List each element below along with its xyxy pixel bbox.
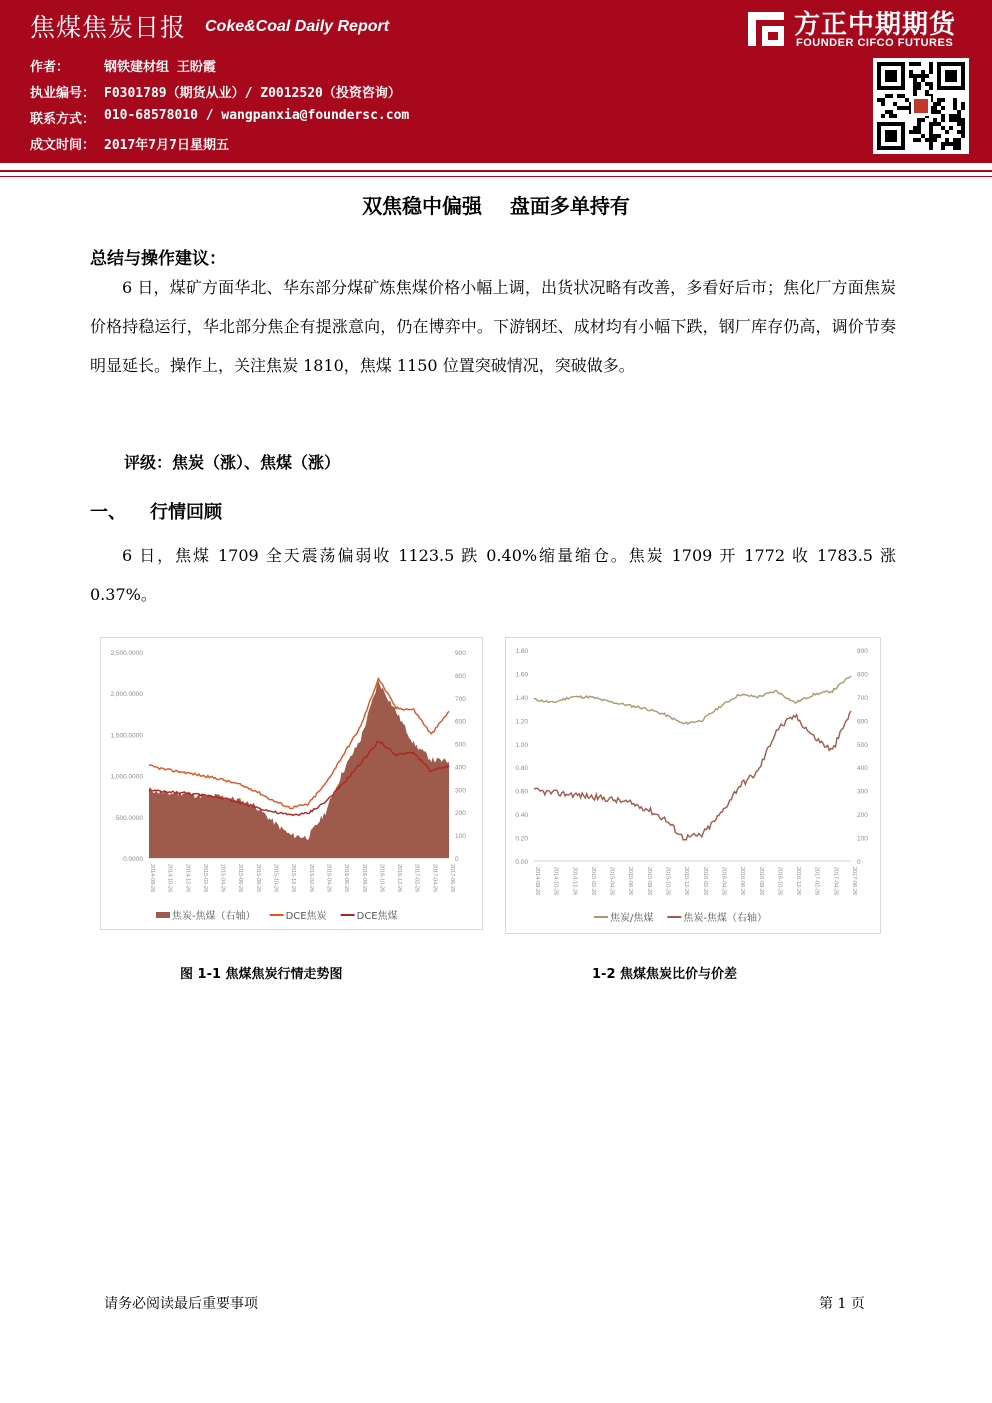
x-tick-label: 2016-04-26 <box>720 867 727 896</box>
summary-paragraph: 6 日，煤矿方面华北、华东部分煤矿炼焦煤价格小幅上调，出货状况略有改善，多看好后市；焦化厂方面焦炭价格持稳运行，华北部分焦企有提涨意向，仍在博弈中。下游钢坯、成材均有小幅下跌，钢厂库存仍高，调价节奏明显延长。操作上，关注焦炭 1810，焦煤 1150 位置突破情况，突破做多。 <box>90 278 896 375</box>
x-tick-label: 2016-02-26 <box>307 864 314 893</box>
report-subtitle: Coke&Coal Daily Report <box>205 18 390 35</box>
license-value: F0301789（期货从业）/ Z0012520（投资咨询） <box>104 86 401 101</box>
x-tick-label: 2014-08-26 <box>149 864 155 893</box>
x-tick-label: 2016-10-26 <box>776 867 783 896</box>
section1-paragraph: 6 日，焦煤 1709 全天震荡偏弱收 1123.5 跌 0.40%缩量缩仓。焦炭 1709 开 1772 收 1783.5 涨 0.37%。 <box>90 546 896 604</box>
x-tick-label: 2017-02-26 <box>413 864 420 893</box>
x-tick-label: 2015-10-26 <box>664 867 671 896</box>
y-left-tick-label: 0.00 <box>515 859 528 866</box>
series-line-1 <box>534 711 851 840</box>
author-row <box>30 56 216 75</box>
y-left-tick-label: 0.0000 <box>123 856 143 863</box>
contact-value: 010-68578010 / wangpanxia@foundersc.com <box>104 108 410 123</box>
report-header <box>0 0 992 163</box>
x-tick-label: 2017-04-26 <box>832 867 839 896</box>
legend-label: 焦炭-焦煤（右轴） <box>683 913 767 924</box>
y-right-tick-label: 500 <box>455 741 466 749</box>
logo-mark-icon <box>744 6 788 50</box>
y-right-tick-label: 200 <box>857 812 868 820</box>
x-tick-label: 2015-10-26 <box>272 864 279 893</box>
y-right-tick-label: 300 <box>455 787 466 795</box>
y-right-tick-label: 500 <box>857 741 868 749</box>
header-rule <box>0 170 992 172</box>
company-logo <box>744 4 974 54</box>
legend-label: 焦炭-焦煤（右轴） <box>172 911 256 922</box>
x-tick-label: 2016-12-26 <box>795 867 802 896</box>
y-left-tick-label: 0.80 <box>515 765 528 773</box>
chart-price-trend <box>100 637 483 930</box>
x-tick-label: 2017-06-26 <box>851 867 857 896</box>
x-tick-label: 2016-10-26 <box>378 864 385 893</box>
y-right-tick-label: 300 <box>857 788 868 796</box>
x-tick-label: 2016-12-26 <box>396 864 403 893</box>
y-left-tick-label: 0.40 <box>515 812 528 820</box>
x-tick-label: 2014-10-26 <box>166 864 173 893</box>
y-left-tick-label: 0.20 <box>515 835 528 843</box>
y-right-tick-label: 400 <box>455 764 466 772</box>
section-title: 行情回顾 <box>150 502 222 523</box>
qr-code-icon <box>873 58 969 154</box>
x-tick-label: 2016-02-26 <box>701 867 708 896</box>
y-left-tick-label: 1.20 <box>515 718 528 726</box>
header-rule-thin <box>0 176 992 177</box>
x-tick-label: 2015-04-26 <box>608 867 615 896</box>
x-tick-label: 2017-02-26 <box>813 867 820 896</box>
x-tick-label: 2016-06-26 <box>739 867 746 896</box>
x-tick-label: 2015-04-26 <box>219 864 226 893</box>
legend-label: DCE焦炭 <box>285 911 327 922</box>
x-tick-label: 2016-08-26 <box>757 867 764 896</box>
logo-text-cn: 方正中期期货 <box>794 10 957 40</box>
contact-row <box>30 108 410 127</box>
license-row <box>30 82 401 101</box>
x-tick-label: 2016-06-26 <box>343 864 350 893</box>
y-right-tick-label: 400 <box>857 765 868 773</box>
y-left-tick-label: 1,500.0000 <box>110 732 143 740</box>
y-right-tick-label: 200 <box>455 810 466 818</box>
legend-label: DCE焦煤 <box>356 911 398 922</box>
y-left-tick-label: 2,000.0000 <box>110 691 143 699</box>
y-left-tick-label: 1.80 <box>515 648 528 655</box>
y-left-tick-label: 1.60 <box>515 671 528 679</box>
logo-text-en: FOUNDER CIFCO FUTURES <box>796 37 954 49</box>
x-tick-label: 2015-08-26 <box>254 864 261 893</box>
y-right-tick-label: 100 <box>455 833 466 841</box>
y-right-tick-label: 700 <box>857 694 868 702</box>
x-tick-label: 2014-10-26 <box>552 867 559 896</box>
x-tick-label: 2014-12-26 <box>184 864 191 893</box>
x-tick-label: 2015-12-26 <box>683 867 690 896</box>
legend-label: 焦炭/焦煤 <box>610 913 654 924</box>
document-title: 双焦稳中偏强 盘面多单持有 <box>362 194 630 218</box>
x-tick-label: 2015-02-26 <box>201 864 208 893</box>
x-tick-label: 2015-06-26 <box>627 867 634 896</box>
x-tick-label: 2016-08-26 <box>360 864 367 893</box>
figure-caption-1: 图 1-1 焦煤焦炭行情走势图 <box>180 967 343 982</box>
x-tick-label: 2014-12-26 <box>571 867 578 896</box>
x-tick-label: 2015-02-26 <box>589 867 596 896</box>
series-area-spread <box>149 681 449 859</box>
section-number: 一、 <box>90 502 126 523</box>
date-value: 2017年7月7日星期五 <box>104 138 229 153</box>
y-right-tick-label: 700 <box>455 695 466 703</box>
date-label: 成文时间： <box>30 138 96 153</box>
rating-label: 评级： <box>124 453 173 472</box>
y-left-tick-label: 1.40 <box>515 694 528 702</box>
contact-label: 联系方式： <box>30 112 96 127</box>
rating-value: 焦炭（涨）、焦煤（涨） <box>172 453 341 472</box>
summary-heading: 总结与操作建议： <box>90 249 226 269</box>
y-right-tick-label: 600 <box>857 718 868 726</box>
footer-notice: 请务必阅读最后重要事项 <box>104 1296 258 1312</box>
x-tick-label: 2017-06-26 <box>449 864 455 893</box>
x-tick-label: 2014-08-26 <box>534 867 540 896</box>
x-tick-label: 2015-06-26 <box>237 864 244 893</box>
x-tick-label: 2017-04-26 <box>431 864 438 893</box>
chart-ratio-spread <box>505 637 881 934</box>
y-right-tick-label: 600 <box>455 718 466 726</box>
y-right-tick-label: 900 <box>857 648 868 655</box>
y-right-tick-label: 0 <box>857 859 861 866</box>
legend-swatch <box>156 912 170 918</box>
report-title: 焦煤焦炭日报 <box>30 13 187 42</box>
y-right-tick-label: 800 <box>455 672 466 680</box>
x-tick-label: 2015-08-26 <box>645 867 652 896</box>
chart-ratio-spread-svg <box>506 638 880 933</box>
date-row <box>30 134 229 153</box>
y-left-tick-label: 1,000.0000 <box>110 773 143 781</box>
y-right-tick-label: 0 <box>455 856 459 863</box>
y-right-tick-label: 100 <box>857 835 868 843</box>
y-left-tick-label: 2,500.0000 <box>110 650 143 657</box>
y-left-tick-label: 1.00 <box>515 741 528 749</box>
x-tick-label: 2015-12-26 <box>290 864 297 893</box>
y-right-tick-label: 800 <box>857 671 868 679</box>
rating-line <box>124 450 340 473</box>
author-label: 作者： <box>30 60 70 75</box>
y-right-tick-label: 900 <box>455 650 466 657</box>
chart-price-trend-svg <box>101 638 482 929</box>
y-left-tick-label: 0.60 <box>515 788 528 796</box>
figure-caption-2: 1-2 焦煤焦炭比价与价差 <box>592 967 738 982</box>
page-number: 第 1 页 <box>819 1296 865 1312</box>
y-left-tick-label: 500.0000 <box>115 814 143 822</box>
series-line-0 <box>534 676 851 724</box>
license-label: 执业编号： <box>30 86 96 101</box>
x-tick-label: 2016-04-26 <box>325 864 332 893</box>
author-value: 钢铁建材组 王盼霞 <box>104 60 216 75</box>
